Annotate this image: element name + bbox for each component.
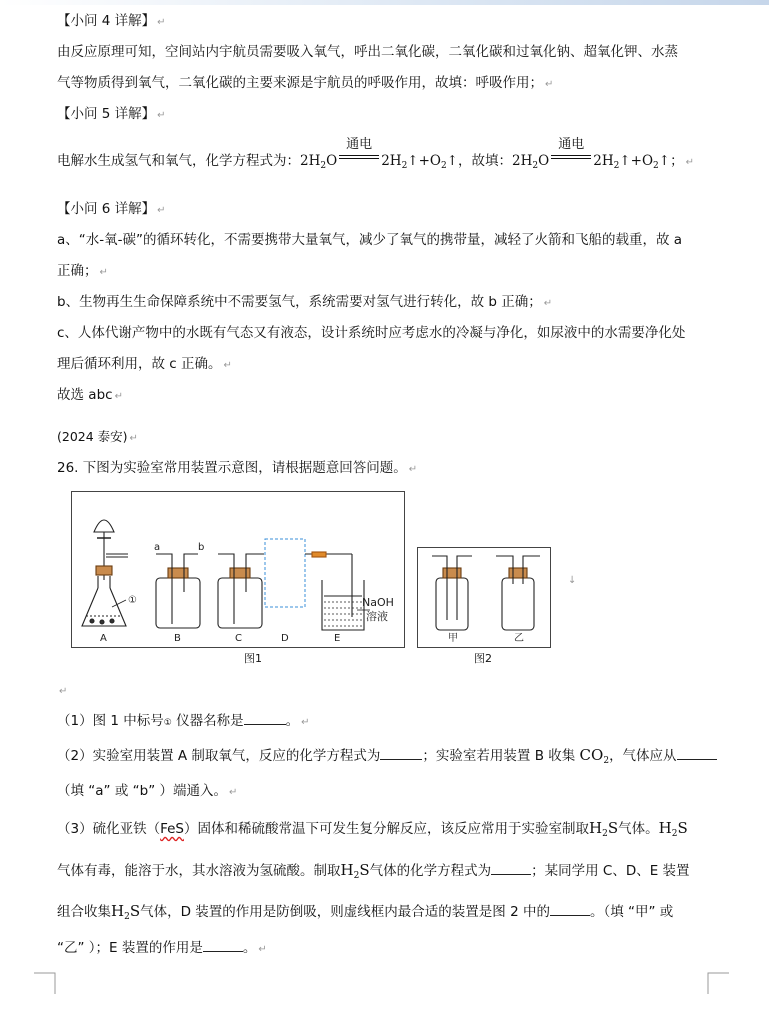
sub2-line2: （填 “a” 或 “b” ）端通入。 ↵ xyxy=(57,783,238,799)
window-top-bar xyxy=(0,0,769,5)
q26-stem: 26. 下图为实验室常用装置示意图，请根据题意回答问题。 ↵ xyxy=(57,460,418,476)
q4-line2: 气等物质得到氧气，二氧化碳的主要来源是宇航员的呼吸作用，故填：呼吸作用； ↵ xyxy=(57,75,554,91)
dashed-box-d xyxy=(265,539,305,607)
answer-blank-3 xyxy=(677,746,717,760)
naoh-label: NaOH xyxy=(362,596,394,609)
sub3-line1: （3）硫化亚铁（FeS）固体和稀硫酸常温下可发生复分解反应，该反应常用于实验室制取$H_2S$气体。$H_2S$ xyxy=(57,819,688,839)
sub2-line1: （2）实验室用装置 A 制取氧气，反应的化学方程式为 ；实验室若用装置 B 收集 $CO_2$，气体应从 xyxy=(57,746,717,770)
q6-answer: 故选 abc ↵ xyxy=(57,387,123,403)
figure-2-drawing xyxy=(418,548,550,647)
port-a-label: a xyxy=(154,542,161,553)
q6-c-line2: 理后循环利用，故 c 正确。 ↵ xyxy=(57,356,232,372)
answer-blank-6 xyxy=(203,938,243,952)
label-e: E xyxy=(334,633,341,644)
label-jia: 甲 xyxy=(448,633,458,644)
q6-a-line2: 正确； ↵ xyxy=(57,263,108,279)
sub1-line: （1）图 1 中标号① 仪器名称是 。 ↵ xyxy=(57,713,310,729)
source-tag: (2024 泰安) ↵ xyxy=(57,429,138,444)
sub3-line2: 气体有毒，能溶于水，其水溶液为氢硫酸。制取$H_2S$气体的化学方程式为 ；某同学用 C、D、E 装置 xyxy=(57,861,690,881)
q4-line1: 由反应原理可知，空间站内宇航员需要吸入氧气，呼出二氧化碳，二氧化碳和过氧化钠、超氧化钾、水蒸 xyxy=(57,44,678,60)
label-c: C xyxy=(235,633,242,644)
para-mark-fig: ↓ xyxy=(568,575,577,586)
label-b: B xyxy=(174,633,181,644)
equation-2: $2H_2O$ 通电 $2H_2↑+O_2↑$ xyxy=(512,137,671,171)
figure-2-caption: 图2 xyxy=(474,652,492,665)
corner-mark-right xyxy=(707,972,729,994)
answer-blank-4 xyxy=(491,861,531,875)
sub3-line3: 组合收集$H_2S$气体，D 装置的作用是防倒吸，则虚线框内最合适的装置是图 2 中的 。（填 “甲” 或 xyxy=(57,902,674,922)
label-d: D xyxy=(281,633,289,644)
figure-1-drawing xyxy=(72,492,404,647)
q6-a-line1: a、“水-氧-碳”的循环转化，不需要携带大量氧气，减少了氧气的携带量，减轻了火箭和飞船的载重，故 a xyxy=(57,232,683,248)
answer-blank-1 xyxy=(244,711,286,725)
q5-header: 【小问 5 详解】 ↵ xyxy=(57,106,166,122)
apparatus-c xyxy=(218,554,264,628)
empty-paragraph: ↵ xyxy=(59,686,68,697)
port-b-label: b xyxy=(198,542,205,553)
apparatus-b xyxy=(156,554,200,628)
answer-blank-2 xyxy=(380,746,422,760)
figure-2 xyxy=(417,547,551,648)
figure-1-caption: 图1 xyxy=(244,652,262,665)
q6-c-line1: c、人体代谢产物中的水既有气态又有液态，设计系统时应考虑水的冷凝与净化，如尿液中的水需要净化处 xyxy=(57,325,686,341)
answer-blank-5 xyxy=(550,902,590,916)
q6-b-line: b、生物再生生命保障系统中不需要氢气，系统需要对氢气进行转化，故 b 正确； ↵ xyxy=(57,294,553,310)
solution-label: 溶液 xyxy=(366,610,388,623)
apparatus-e xyxy=(305,552,370,630)
label-yi: 乙 xyxy=(514,633,524,644)
label-a: A xyxy=(100,633,107,644)
apparatus-yi xyxy=(496,556,540,630)
corner-mark-left xyxy=(34,972,56,994)
apparatus-a xyxy=(82,520,128,626)
figure-1 xyxy=(71,491,405,648)
apparatus-jia xyxy=(432,556,472,630)
q5-equation-line: 电解水生成氢气和氧气，化学方程式为：$2H_2O$ 通电 $2H_2↑+O_2↑$，故填：$2H_2O$ 通电 $2H_2↑+O_2↑$； ↵ xyxy=(57,137,694,171)
equation-1: $2H_2O$ 通电 $2H_2↑+O_2↑$ xyxy=(300,137,459,171)
sub3-line4: “乙” ）；E 装置的作用是 。 ↵ xyxy=(57,940,267,956)
marker-circle-1: ① xyxy=(128,595,137,606)
q4-header: 【小问 4 详解】 ↵ xyxy=(57,13,166,29)
q6-header: 【小问 6 详解】 ↵ xyxy=(57,201,166,217)
